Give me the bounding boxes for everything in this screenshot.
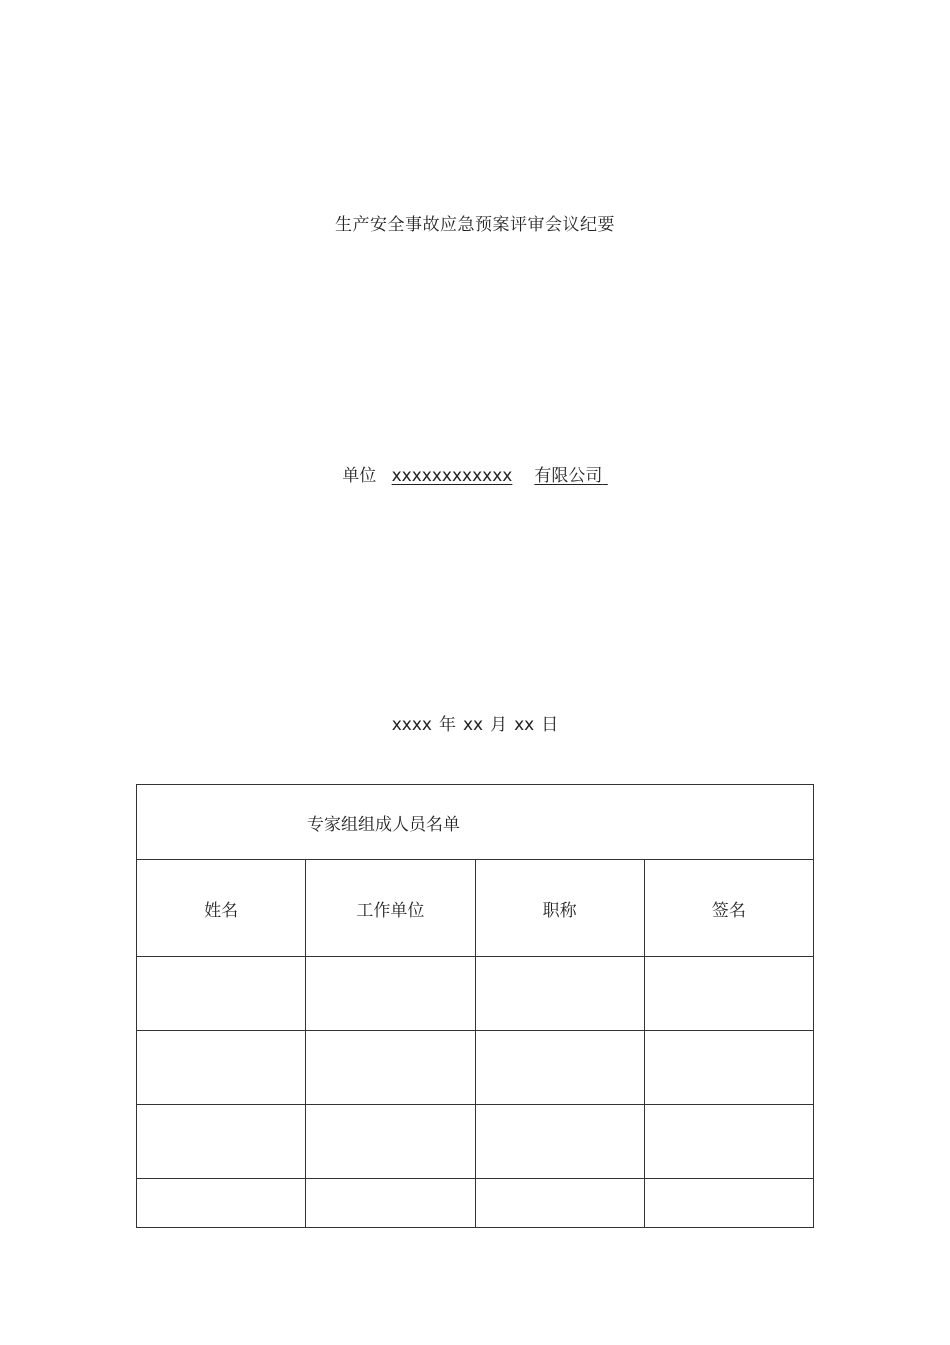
table-header-row (137, 860, 814, 957)
date-month: xx (463, 715, 484, 735)
table-caption: 专家组组成人员名单 (137, 785, 814, 860)
title-cell[interactable] (475, 1179, 644, 1228)
date-year: xxxx (391, 715, 432, 735)
table-row (137, 1105, 814, 1179)
name-cell[interactable] (137, 1031, 306, 1105)
date-month-unit: 月 (490, 715, 508, 735)
date-day: xx (514, 715, 535, 735)
table-caption-row (137, 785, 814, 860)
column-header-name: 姓名 (137, 860, 306, 957)
title-cell[interactable] (475, 1031, 644, 1105)
expert-list-table (136, 784, 814, 1228)
column-header-signature: 签名 (644, 860, 813, 957)
signature-cell[interactable] (644, 957, 813, 1031)
workplace-cell[interactable] (306, 1105, 475, 1179)
column-header-title: 职称 (475, 860, 644, 957)
table-row (137, 957, 814, 1031)
date-line (0, 710, 950, 735)
workplace-cell[interactable] (306, 957, 475, 1031)
name-cell[interactable] (137, 957, 306, 1031)
unit-suffix: 有限公司 (534, 466, 603, 486)
unit-name-placeholder: xxxxxxxxxxxx (391, 466, 513, 486)
unit-value (392, 466, 608, 486)
name-cell[interactable] (137, 1179, 306, 1228)
title-cell[interactable] (475, 957, 644, 1031)
name-cell[interactable] (137, 1105, 306, 1179)
workplace-cell[interactable] (306, 1031, 475, 1105)
unit-line (0, 461, 950, 486)
signature-cell[interactable] (644, 1179, 813, 1228)
workplace-cell[interactable] (306, 1179, 475, 1228)
table-row (137, 1031, 814, 1105)
date-day-unit: 日 (541, 715, 559, 735)
signature-cell[interactable] (644, 1105, 813, 1179)
signature-cell[interactable] (644, 1031, 813, 1105)
unit-label: 单位 (342, 466, 377, 486)
date-year-unit: 年 (439, 715, 456, 735)
table-row (137, 1179, 814, 1228)
column-header-workplace: 工作单位 (306, 860, 475, 957)
document-title: 生产安全事故应急预案评审会议纪要 (335, 215, 615, 235)
title-cell[interactable] (475, 1105, 644, 1179)
